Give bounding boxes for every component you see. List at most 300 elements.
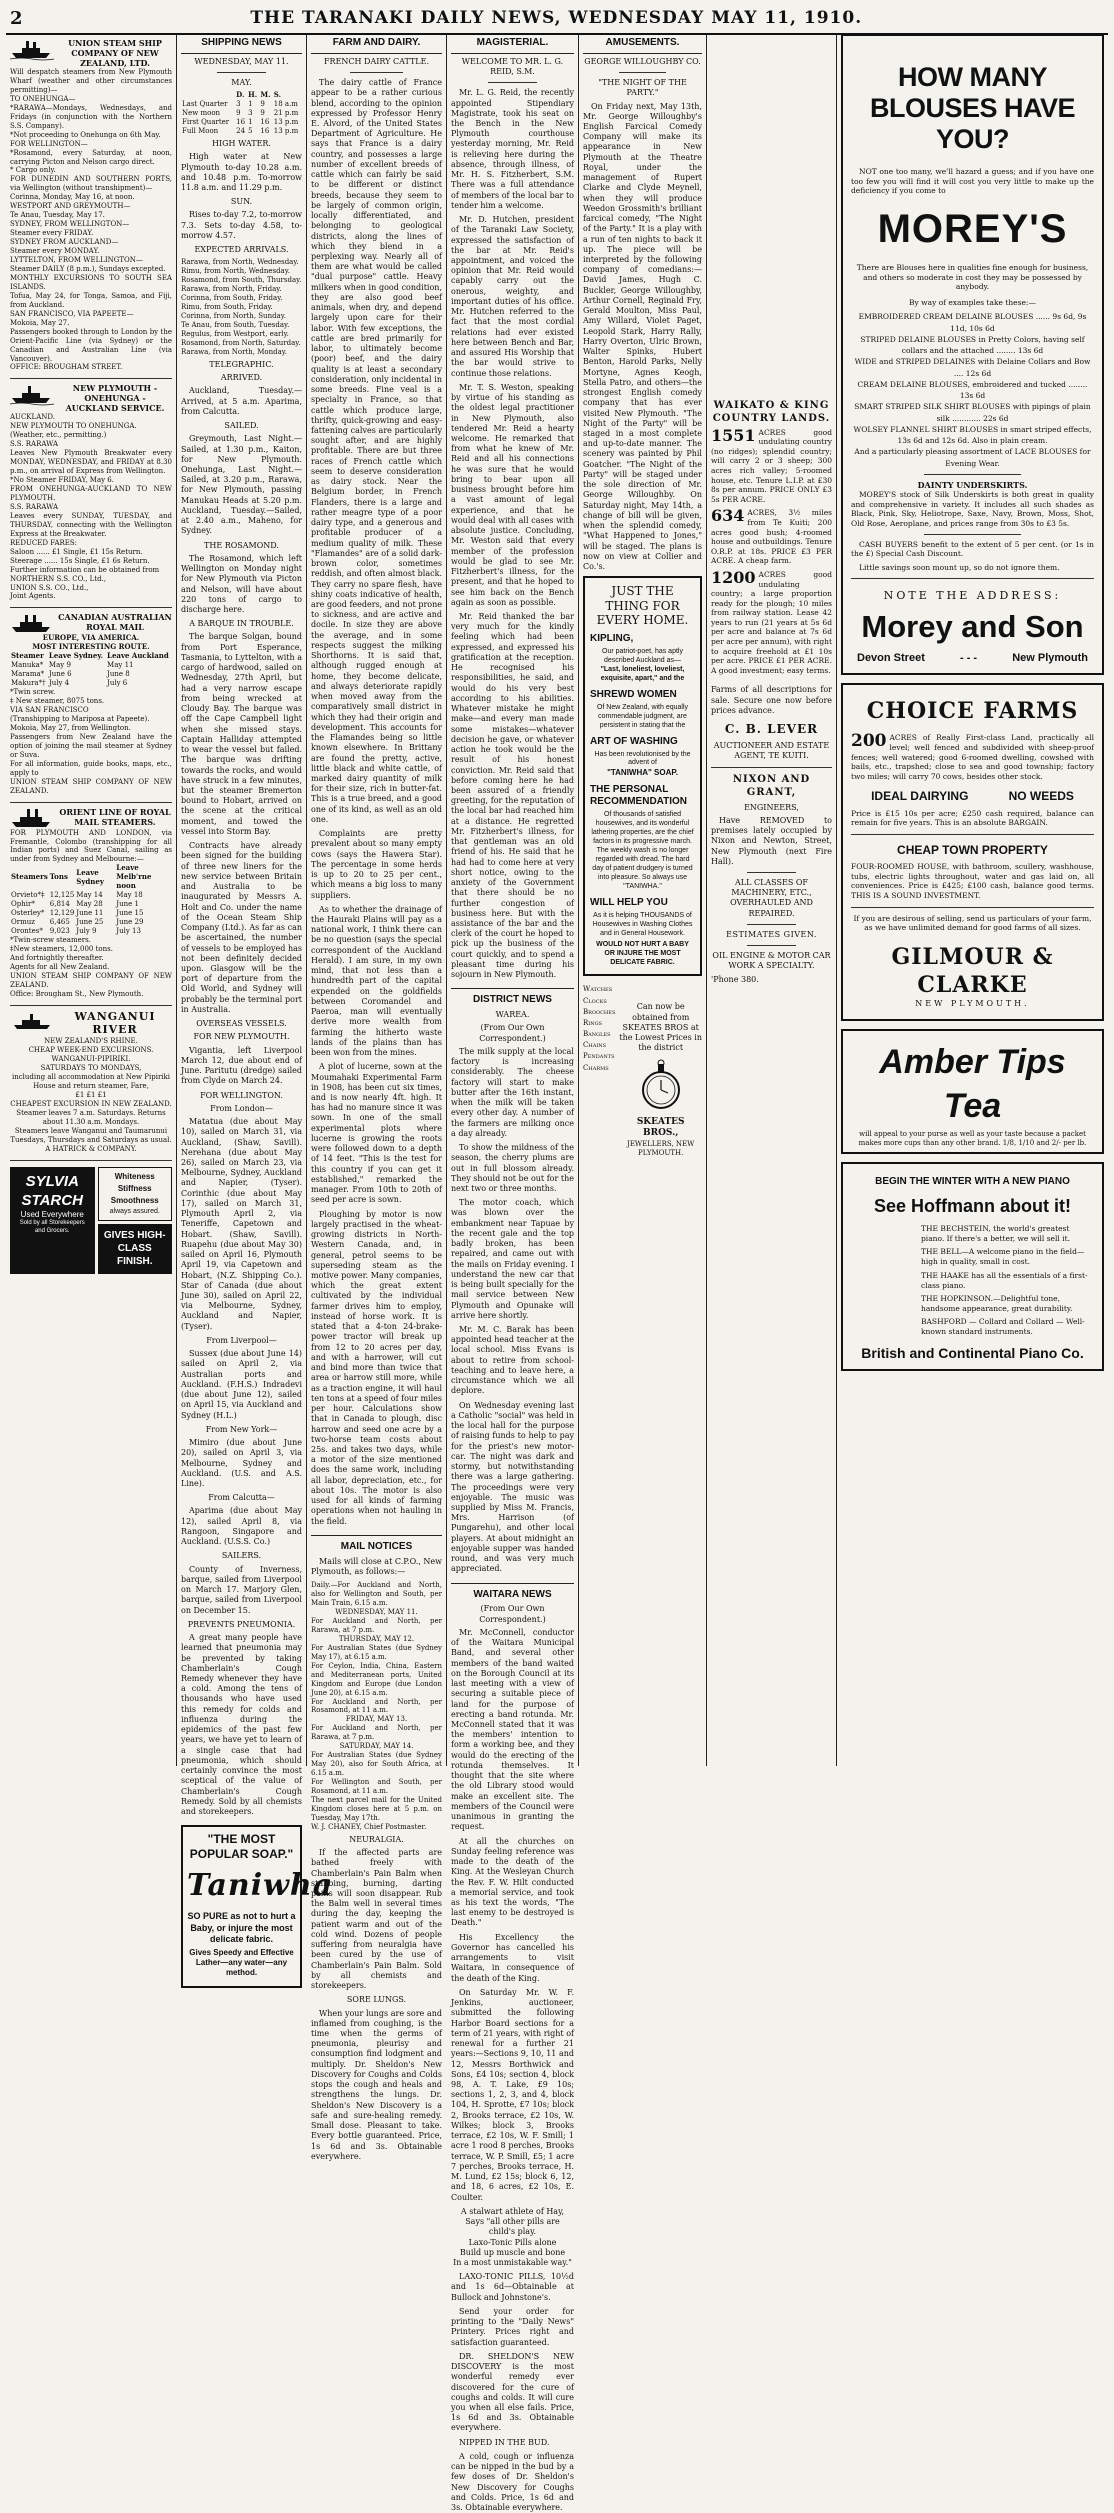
table-row bbox=[10, 670, 172, 679]
table-row bbox=[10, 900, 172, 909]
table-row bbox=[181, 109, 302, 118]
waitara-news-header: WAITARA NEWS bbox=[451, 1583, 574, 1602]
contracts-text: Contracts have already been signed for the building of three new liners for the new service between Britain and Australia to be inaugurated by Messrs A. Holt and Co. under the name of the Ocean Steam Ship Company (Ltd.). As far as can be ascertained, the number of vessels to be employed has not been definitely decided upon. Glasgow will be the port of departure from the Old World, and Sydney will probably be the terminal port in Australia. bbox=[181, 841, 302, 1014]
table-cell: Orvieto*‡ bbox=[11, 891, 45, 900]
skeates-item: Charms bbox=[583, 1063, 609, 1072]
orient-line-ad bbox=[10, 803, 172, 1006]
listing-text: ACRES, 3½ miles from Te Kuiti; 200 acres good bush; 4-roomed house and outbuildings. Tenure O.R.P. at 18s. PRICE £3 PER ACRE. A cheap farm. bbox=[711, 508, 832, 566]
for-wellington-heading: FOR WELLINGTON. bbox=[200, 1090, 283, 1100]
mail-line: For Wellington and South, per Rosamond, at 11 a.m. bbox=[311, 1778, 442, 1796]
amusements-column bbox=[579, 34, 707, 1766]
table-header: Tons bbox=[49, 872, 68, 882]
listing-text: ACRES good undulating country (no ridges); splendid country; will carry 2 or 3 sheep; 300 acres rich valley; 5-roomed house, etc. Tenure L.I.P. at £30 8s per annum. PRICE ONLY £3 5s PER ACRE. bbox=[711, 427, 832, 504]
orient-note: And fortnightly thereafter. bbox=[10, 953, 104, 962]
sun-heading: SUN. bbox=[230, 197, 253, 207]
table-cell: 18 a.m bbox=[273, 100, 298, 109]
onehunga-service-lines bbox=[10, 413, 172, 601]
waikato-listing bbox=[711, 508, 832, 566]
art-of-washing-heading: ART OF WASHING bbox=[590, 735, 678, 747]
kipling-heading: KIPLING, bbox=[590, 633, 634, 645]
table-cell: 9 bbox=[260, 100, 265, 109]
union-line: Steamer DAILY (8 p.m.), Sundays excepted. bbox=[10, 264, 166, 273]
expected-arrival: Te Anau, from South, Tuesday. bbox=[181, 321, 290, 330]
price-line: STRIPED DELAINE BLOUSES in Pretty Colors, having self collars and the attached ........ 13s 6d bbox=[860, 334, 1085, 356]
table-row bbox=[181, 100, 302, 109]
union-ss-lines bbox=[10, 68, 172, 372]
union-line: *Not proceeding to Onehunga on 6th May. bbox=[10, 130, 161, 139]
table-cell: 24 bbox=[236, 127, 246, 136]
canadian-note: For all information, guide books, maps, etc., apply to bbox=[10, 759, 172, 777]
table-cell: 5 bbox=[248, 127, 253, 136]
steamship-icon bbox=[10, 38, 54, 60]
table-cell: June 11 bbox=[76, 909, 104, 918]
union-line: FOR DUNEDIN AND SOUTHERN PORTS, via Wellington (without transhipment)— bbox=[10, 175, 172, 193]
price-line: WOLSEY FLANNEL SHIRT BLOUSES in smart striped effects, 13s 6d and 12s 6d. Also in plain cream. bbox=[853, 424, 1092, 446]
canadian-line: MOST INTERESTING ROUTE. bbox=[32, 642, 150, 652]
mail-intro: Mails will close at C.P.O., New Plymouth, as follows:— bbox=[311, 1556, 442, 1576]
table-cell: Manuka* bbox=[11, 661, 44, 670]
shipping-date: WEDNESDAY, MAY 11. bbox=[194, 56, 289, 66]
wanganui-line: £1 £1 £1 bbox=[75, 1090, 107, 1099]
table-cell: 12,129 bbox=[49, 909, 75, 918]
table-cell: 16 bbox=[260, 127, 270, 136]
table-cell: Ophir* bbox=[11, 900, 35, 909]
newspaper-title: THE TARANAKI DAILY NEWS, WEDNESDAY MAY 11, 1910. bbox=[250, 8, 863, 29]
table-cell: June 1 bbox=[116, 900, 139, 909]
table-header: Steamers bbox=[11, 872, 48, 882]
own-correspondent-2: (From Our Own Correspondent.) bbox=[479, 1604, 546, 1624]
taniwha-lather: Gives Speedy and Effective Lather—any water—any method. bbox=[189, 1947, 294, 1978]
table-cell: May 18 bbox=[116, 891, 143, 900]
moon-phase-table bbox=[181, 91, 302, 136]
article-paragraph: Mr. Reid thanked the bar very much for the kindly feeling which had been expressed, and expressed his gratification at the reception. He recognised his responsibilities, he said, and would do his very best according to his abilities. Whatever mistake he might make—and every man made some mistakes—whatever decision he gave, or whatever action he took would be the result of his honest conviction. Mr. Reid said that before coming here he had been assured of a friendly greeting, for the reputation of the local bar had reached him at a distance. He regretted Mr. Fitzherbert's illness, for that gentleman was an old friend of his. He said that he had had to come here at very short notice, owing to the anxiety of the Government that there should be no further congestion of business here. But with the assistance of the bar and the clerk of the court he hoped to pick up the business of the court quickly, and to spend a pleasant time during his sojourn in New Plymouth. bbox=[451, 611, 574, 980]
table-row bbox=[10, 918, 172, 927]
waikato-end: Farms of all descriptions for sale. Secure one now before prices advance. bbox=[711, 685, 832, 715]
from-new-york-heading: From New York— bbox=[205, 1424, 278, 1434]
kipling-ad-title: JUST THE THING FOR EVERY HOME. bbox=[596, 584, 689, 628]
magisterial-paragraphs bbox=[451, 88, 574, 980]
canadian-mail-ad bbox=[10, 608, 172, 802]
table-cell: 12,125 bbox=[49, 891, 75, 900]
no-weeds: NO WEEDS bbox=[1008, 789, 1074, 804]
telegraphic-heading: TELEGRAPHIC. bbox=[209, 359, 274, 369]
expected-arrival: Rimu, from North, Wednesday. bbox=[181, 267, 290, 276]
table-row bbox=[10, 661, 172, 670]
for-new-plymouth-heading: FOR NEW PLYMOUTH. bbox=[193, 1032, 290, 1042]
nixon-estimates: ESTIMATES GIVEN. bbox=[726, 929, 817, 939]
table-cell: Osterley* bbox=[11, 909, 45, 918]
taniwha-quote: "THE MOST POPULAR SOAP." bbox=[189, 1832, 294, 1861]
mail-line: For Auckland and North, per Rarawa, at 7 p.m. bbox=[311, 1616, 442, 1634]
shipping-ads-column bbox=[6, 34, 177, 1766]
barque-heading: A BARQUE IN TROUBLE. bbox=[189, 619, 294, 629]
article-paragraph: Mr. McConnell, conductor of the Waitara Municipal Band, and several other members of the band waited on the Borough Council at its last meeting with a view of securing a suitable piece of land for the purpose of erecting a band rotunda. Mr. McConnell stated that it was the members' intention to form a working bee, and they would do the erecting of the rotunda themselves. It thought that the site where the old Library stood would make an excellent site. The members of the Council were unanimous in granting the request. bbox=[451, 1627, 574, 1832]
choice-acres-number: 200 bbox=[851, 731, 887, 752]
canadian-schedule-table bbox=[10, 652, 172, 688]
skeates-item: Rings bbox=[583, 1018, 603, 1027]
union-ss-name: UNION STEAM SHIP COMPANY OF NEW ZEALAND, LTD. bbox=[68, 38, 162, 68]
table-cell: Last Quarter bbox=[182, 100, 228, 109]
union-line: * Cargo only. bbox=[10, 166, 56, 175]
skeates-item-list bbox=[583, 984, 615, 1157]
union-line: Passengers booked through to London by the Orient-Pacific Line (via Sydney) or the Canadian and Australian Line (via Vancouver). bbox=[10, 327, 172, 363]
sore-lungs-heading: SORE LUNGS. bbox=[346, 1995, 407, 2005]
article-paragraph: The motor coach, which was blown over the embankment near Tapuae by the recent gale and the top badly broken, has been repaired, and came out with the mails on Friday evening. I understand the new car that is being built specially for the mail service between New Plymouth and Opunake will arrive here shortly. bbox=[451, 1198, 574, 1320]
new-plymouth: New Plymouth bbox=[1012, 652, 1088, 665]
orient-note: UNION STEAM SHIP COMPANY OF NEW ZEALAND. bbox=[10, 971, 172, 989]
sylvia-starch-ad bbox=[10, 1167, 172, 1275]
piano-brand: THE HAAKE has all the essentials of a first-class piano. bbox=[921, 1270, 1088, 1290]
amusements-paragraphs bbox=[583, 102, 702, 573]
lever-sub: AUCTIONEER AND ESTATE AGENT, TE KUITI. bbox=[713, 740, 830, 760]
shrewd-text: Of New Zealand, with equally commendable judgment, are persistent in stating that the bbox=[596, 703, 689, 729]
morey-text: There are Blouses here in qualities fine enough for business, and others so moderate in cost they may be possessed by anybody. bbox=[856, 263, 1089, 292]
expected-arrivals-heading: EXPECTED ARRIVALS. bbox=[194, 245, 289, 255]
note-address: NOTE THE ADDRESS: bbox=[883, 589, 1062, 603]
magisterial-subhead: WELCOME TO MR. L. G. REID, S.M. bbox=[461, 56, 564, 77]
mail-line: THURSDAY, MAY 12. bbox=[338, 1634, 415, 1643]
mail-line: W. J. CHANEY, Chief Postmaster. bbox=[311, 1822, 427, 1831]
district-news-header: DISTRICT NEWS bbox=[451, 988, 574, 1007]
table-cell: May 9 bbox=[48, 661, 71, 670]
taniwha-soap-line: "TANIWHA" SOAP. bbox=[607, 768, 678, 778]
piano-brand: THE BELL—A welcome piano in the field—high in quality, small in cost. bbox=[921, 1247, 1085, 1267]
page-number: 2 bbox=[10, 8, 23, 30]
neuralgia-heading: NEURALGIA. bbox=[349, 1834, 404, 1844]
farm-dairy-column bbox=[307, 34, 447, 2161]
arrived-heading: ARRIVED. bbox=[220, 373, 263, 383]
orient-line-lines bbox=[10, 829, 172, 865]
steamship-icon bbox=[10, 383, 54, 405]
acreage-number: 1551 bbox=[711, 425, 756, 445]
mail-line: WEDNESDAY, MAY 11. bbox=[335, 1607, 418, 1616]
piano-heading: BEGIN THE WINTER WITH A NEW PIANO bbox=[875, 1176, 1070, 1188]
union-line: SAN FRANCISCO, VIA PAPEETE— bbox=[10, 309, 134, 318]
piano-brand: THE HOPKINSON.—Delightful tone, handsome appearance, great durability. bbox=[921, 1293, 1073, 1313]
table-cell: June 15 bbox=[116, 909, 144, 918]
skeates-item: Brooches bbox=[583, 1007, 616, 1016]
onehunga-line: Further information can be obtained from bbox=[10, 565, 160, 574]
expected-arrival: Rimu, from South, Friday. bbox=[181, 303, 273, 312]
table-cell: 9 bbox=[260, 109, 265, 118]
table-cell: 21 p.m bbox=[273, 109, 299, 118]
choice-farm-text: ACRES of Really First-class Land, practically all level; well fenced and subdivided with sheep-proof fences; well watered; good 6-roomed dwelling, cowshed with bails, etc., trapshed; close to sea and good township; factory two miles; will carry 70 cows, besides other stock. bbox=[851, 733, 1094, 781]
nixon-phone: 'Phone 380. bbox=[711, 974, 759, 984]
table-cell: 16 bbox=[260, 118, 270, 127]
gilmour-clarke-ad bbox=[841, 683, 1104, 1021]
wanganui-river-ad bbox=[10, 1006, 172, 1161]
see-hoffmann: See Hoffmann about it! bbox=[874, 1196, 1071, 1217]
kipling-text: Our patriot-poet, has aptly described Auckland as— bbox=[602, 648, 683, 665]
farm-dairy-header: FARM AND DAIRY. bbox=[311, 34, 442, 54]
masthead bbox=[6, 4, 1108, 35]
devon-street: Devon Street bbox=[857, 652, 925, 665]
table-header: Steamer bbox=[11, 651, 44, 661]
union-line: SYDNEY, FROM WELLINGTON— bbox=[10, 220, 130, 229]
gilmour-clarke-town: NEW PLYMOUTH. bbox=[915, 999, 1030, 1009]
skeates-item: Bangles bbox=[583, 1030, 611, 1039]
orient-line-notes bbox=[10, 936, 172, 999]
skeates-item: Clocks bbox=[583, 996, 607, 1005]
underskirts-heading: DAINTY UNDERSKIRTS. bbox=[917, 479, 1028, 490]
will-help-text-2: WOULD NOT HURT A BABY OR INJURE THE MOST DELICATE FABRIC. bbox=[596, 941, 689, 967]
skeates-item: Pendants bbox=[583, 1052, 615, 1061]
expected-arrival: Rarawa, from North, Monday. bbox=[181, 347, 288, 356]
table-cell: 3 bbox=[236, 100, 241, 109]
article-paragraph: The milk supply at the local factory is increasing considerably. The cheese factory will start to make butter after the 16th instant, when the milk will be taken every other day. A number of the farmers are milking once a day already. bbox=[451, 1046, 574, 1138]
sun-text: Rises to-day 7.2, to-morrow 7.3. Sets to-day 4.58, to-morrow 4.57. bbox=[181, 210, 302, 240]
amusements-subhead: GEORGE WILLOUGHBY CO. bbox=[584, 56, 701, 66]
table-cell: May 14 bbox=[76, 891, 103, 900]
magisterial-header: MAGISTERIAL. bbox=[451, 34, 574, 54]
table-row bbox=[181, 127, 302, 136]
wanganui-line: Steamers leave Wanganui and Taumarunui Tuesdays, Thursdays and Saturdays as usual. bbox=[10, 1126, 172, 1144]
union-line: Steamer every FRIDAY. bbox=[10, 229, 94, 238]
article-paragraph: On Wednesday evening last a Catholic "social" was held in the local hall for the purpose of raising funds to help to pay for the priest's new motor-car. The night was dark and stormy, but notwithstanding there was a large gathering. The proceedings were very enjoyable. The music was supplied by Miss M. Francis, Mrs. Harrison (of Pungarehu), and other local players. At about midnight an enjoyable supper was handed round, and was very much appreciated. bbox=[451, 1400, 574, 1574]
quality-stiffness: Stiffness bbox=[117, 1183, 152, 1193]
from-london-text: Matatua (due about May 10), sailed on March 31, via Auckland, (Shaw, Savill). Nerehana (due about May 26), sailed on March 23, via Melbourne, Sydney, Auckland and Napier, (Tyser). Corinthic (due about May 17), sailed on March 31, Plymouth April 2, via Teneriffe, Capetown and Hobart. (Shaw, Savill). Ruapehu (due about May 30) sailed on April 16, Plymouth April 19, via Capetown and Hobart, (N.Z. Shipping Co.). Star of Canada (due about June 30), sailed on April 22, via Melbourne, Sydney, Auckland and Napier, (Tyser). bbox=[181, 1117, 302, 1331]
sylvia-sold: Sold by all Storekeepers and Grocers. bbox=[19, 1220, 85, 1234]
choice-farm-listing bbox=[851, 733, 1094, 781]
ideal-dairying: IDEAL DAIRYING bbox=[871, 789, 969, 804]
table-cell: June 29 bbox=[116, 918, 144, 927]
morey-and-son: Morey and Son bbox=[861, 609, 1084, 645]
price-line: CREAM DELAINE BLOUSES, embroidered and tucked ........ 13s 6d bbox=[857, 379, 1088, 401]
article-paragraph: Mr. D. Hutchen, president of the Taranaki Law Society, expressed the satisfaction of the bar at Mr. Reid's appointment, and voiced the opinion that Mr. Reid would capably carry out the onerous, weighty, and important duties of his office. Mr. Hutchen referred to the fact that the most cordial relations had ever existed here between Bench and Bar, and assured His Worship that the bar would strive to continue those relations. bbox=[451, 215, 574, 378]
waikato-listings bbox=[711, 425, 832, 680]
sylvia-qualities bbox=[98, 1167, 173, 1222]
union-line: SYDNEY FROM AUCKLAND— bbox=[10, 238, 119, 247]
union-line: Will despatch steamers from New Plymouth Wharf (weather and other circumstances permitting)— bbox=[10, 68, 172, 94]
table-cell: 3 bbox=[248, 109, 253, 118]
warea-heading: WAREA. bbox=[495, 1010, 530, 1020]
canadian-mail-notes bbox=[10, 688, 172, 795]
table-cell: June 8 bbox=[107, 670, 130, 679]
skeates-bros-ad bbox=[583, 984, 702, 1157]
table-cell: July 13 bbox=[116, 927, 141, 936]
display-ads-column bbox=[837, 34, 1108, 1766]
table-header: M. bbox=[260, 90, 271, 100]
farm-dairy-subhead: FRENCH DAIRY CATTLE. bbox=[324, 56, 429, 66]
table-cell: 13 p.m bbox=[273, 118, 299, 127]
district-paragraphs bbox=[451, 1047, 574, 1575]
onehunga-line: Leaves every SUNDAY, TUESDAY, and THURSDAY, connecting with the Wellington Express at the Breakwater. bbox=[10, 511, 172, 538]
union-line: Steamer every MONDAY. bbox=[10, 247, 100, 256]
moreys-logo: MOREY'S bbox=[877, 206, 1068, 251]
morey-blouses-ad bbox=[841, 34, 1104, 675]
orient-line: FOR PLYMOUTH AND LONDON, via Fremantle, Colombo (transhipping for all Indian ports) and Suez Canal, sailing as under from Sydney and Melbourne:— bbox=[10, 828, 172, 864]
price-line: And a particularly pleasing assortment of LACE BLOUSES for Evening Wear. bbox=[854, 447, 1091, 468]
quality-whiteness: Whiteness bbox=[114, 1171, 155, 1181]
high-water-text: High water at New Plymouth to-day 10.28 a.m. and 10.48 p.m. To-morrow 11.8 a.m. and 11.29 p.m. bbox=[181, 152, 302, 192]
onehunga-line: *No Steamer FRIDAY, May 6. bbox=[10, 476, 114, 485]
canadian-note: (Transhipping to Mariposa at Papeete). bbox=[10, 715, 150, 723]
canadian-line: EUROPE, VIA AMERICA. bbox=[42, 633, 140, 643]
price-line: EMBROIDERED CREAM DELAINE BLOUSES ...... 9s 6d, 9s 11d, 10s 6d bbox=[858, 312, 1087, 333]
hoffmann-piano-ad bbox=[841, 1162, 1104, 1371]
mail-line: For Australian States (due Sydney May 20), also for South Africa, at 6.15 a.m. bbox=[311, 1751, 442, 1778]
article-paragraph: NIPPED IN THE BUD. bbox=[459, 2437, 550, 2447]
personal-rec-heading: THE PERSONAL RECOMMENDATION bbox=[590, 783, 688, 808]
expected-arrival: Corinna, from North, Sunday. bbox=[181, 312, 286, 321]
union-line: WESTPORT AND GREYMOUTH— bbox=[10, 202, 131, 211]
cheap-town-heading: CHEAP TOWN PROPERTY bbox=[897, 842, 1048, 857]
onehunga-line: UNION S.S. CO., Ltd., bbox=[10, 583, 89, 592]
piano-brand: BASHFORD — Collard and Collard — Well-known standard instruments. bbox=[921, 1317, 1085, 1337]
mail-line: For Auckland and North, per Rarawa, at 7 p.m. bbox=[311, 1724, 442, 1742]
article-paragraph: Complaints are pretty prevalent about so many empty cows (says the Hawera Star). The percentage in some herds is up to 20 to 25 per cent., which means a big loss to many suppliers. bbox=[311, 829, 442, 900]
from-calcutta-heading: From Calcutta— bbox=[208, 1493, 275, 1503]
onehunga-line: REDUCED FARES: bbox=[10, 538, 78, 547]
canadian-note: UNION STEAM SHIP COMPANY OF NEW ZEALAND. bbox=[10, 777, 172, 795]
orient-note: ‡New steamers, 12,000 tons. bbox=[10, 944, 113, 953]
gilmour-clarke-name: GILMOUR & CLARKE bbox=[891, 943, 1054, 998]
mail-line: The next parcel mail for the United Kingdom closes here at 5 p.m. on Tuesday, May 17th. bbox=[311, 1795, 442, 1822]
sylvia-used: Used Everywhere bbox=[20, 1209, 84, 1219]
expected-arrivals-list bbox=[181, 258, 302, 356]
mail-line: FRIDAY, MAY 13. bbox=[345, 1715, 408, 1724]
table-cell: 1 bbox=[248, 100, 253, 109]
address-dashes: - - - bbox=[959, 652, 978, 665]
amusements-header: AMUSEMENTS. bbox=[583, 34, 702, 54]
article-paragraph: Mr. L. G. Reid, the recently appointed Stipendiary Magistrate, took his seat on the Bench in the New Plymouth courthouse yesterday morning, Mr. Reid is relieving here during the absence, through illness, of Mr. H. S. Fitzherbert, S.M. There was a full attendance of members of the local bar to tender him a welcome. bbox=[451, 88, 574, 210]
art-text: Has been revolutionised by the advent of bbox=[594, 750, 691, 767]
desirous-text: If you are desirous of selling, send us particulars of your farm, as we have unlimited demand for good farms of all sizes. bbox=[853, 913, 1092, 933]
ideal-dairying-heading bbox=[851, 789, 1094, 804]
neuralgia-text: If the affected parts are bathed freely with Chamberlain's Pain Balm when stabbing, burning, darting pains will soon disappear. Rub the Balm well in several times during the day, keeping the patient warm and out of the cold wind. Dozens of people suffering from neuralgia have been cured by the use of Chamberlain's Pain Balm. Sold by all chemists and storekeepers. bbox=[311, 1848, 442, 1991]
choice-farms-heading: CHOICE FARMS bbox=[866, 698, 1079, 725]
article-paragraph: At all the churches on Sunday feeling reference was made to the death of the King. At the Wesleyan Church the Rev. F. W. Hilt conducted a memorial service, and took as his text the words, "The last enemy to be destroyed is Death." bbox=[451, 1836, 574, 1928]
table-row bbox=[10, 927, 172, 936]
orient-note: *Twin-screw steamers. bbox=[10, 936, 91, 945]
union-line: Te Anau, Tuesday, May 17. bbox=[10, 211, 105, 220]
amber-tips-logo: Amber Tips Tea bbox=[879, 1043, 1066, 1125]
personal-rec-text: Of thousands of satisfied housewives, and its wonderful lathering properties, are the chief factors in its progressive march. The weekly wash is no longer regarded with dread. The hard day of patient drudgery is turned into pleasure. So always use "TANIWHA." bbox=[591, 811, 694, 890]
rosamond-heading: THE ROSAMOND. bbox=[204, 540, 279, 550]
union-ss-ad bbox=[10, 34, 172, 379]
table-cell: 13 p.m bbox=[273, 127, 299, 136]
canadian-note: ‡ New steamer, 8075 tons. bbox=[10, 697, 105, 706]
sylvia-starch-logo bbox=[10, 1167, 95, 1275]
high-water-heading: HIGH WATER. bbox=[212, 139, 271, 149]
onehunga-service-name: NEW PLYMOUTH - ONEHUNGA - AUCKLAND SERVICE. bbox=[65, 383, 165, 414]
onehunga-line: FROM ONEHUNGA-AUCKLAND TO NEW PLYMOUTH. bbox=[10, 485, 172, 502]
expected-arrival: Rosamond, from South, Thursday. bbox=[181, 276, 302, 285]
nixon-heading: NIXON AND GRANT, bbox=[732, 773, 811, 798]
expected-arrival: Rarawa, from North, Friday. bbox=[181, 285, 282, 294]
skeates-item: Watches bbox=[583, 985, 613, 994]
orient-schedule-table bbox=[10, 864, 172, 936]
table-header bbox=[181, 91, 235, 100]
rosamond-text: The Rosamond, which left Wellington on Monday night for New Plymouth via Picton and Nelson, will have about 220 tons of cargo to discharge here. bbox=[181, 553, 302, 615]
table-header: H. bbox=[248, 90, 258, 100]
union-line: Mokoia, May 27. bbox=[10, 318, 70, 327]
union-line: FOR WELLINGTON— bbox=[10, 139, 88, 148]
article-paragraph: On Saturday Mr. W. F. Jenkins, auctioneer, submitted the following Harbor Board sections for a term of 21 years, with right of renewal for a further 21 years:—Sections 9, 10, 11 and 12, Messrs Borthwick and Sons, £4 10s; section 4, block 98, A. T. Lake, £9 10s; sections 1, 2, 3, and 4, block 104, H. Sprotte, £7 10s; block 2, Brooks terrace, £2 10s, W. Wilkes; block 3, Brooks terrace, £2 10s, W. F. Smill; 1 acre 1 rood 8 perches, Brooks terrace, W. P. Smill, £5; 1 acre 7 perches, Brooks terrace, H. M. Lund, £2 15s; block 6, 12, and 18, 6 acres, £2 10s, E. Coulter. bbox=[451, 1987, 574, 2202]
onehunga-line: Saloon ...... £1 Single, £1 15s Return. bbox=[10, 547, 143, 556]
from-calcutta-text: Aparima (due about May 12), sailed April 8, via Rangoon, Singapore and Auckland. (U.S.S. Co.) bbox=[181, 1506, 302, 1547]
article-paragraph: Mr. M. C. Barak has been appointed head teacher at the local school. Miss Evans is about to retire from school-teaching and to leave here, a circumstance which we all deplore. bbox=[451, 1325, 574, 1396]
table-cell: Orontes* bbox=[11, 927, 43, 936]
waikato-listing bbox=[711, 567, 832, 676]
wanganui-line: Steamer leaves 7 a.m. Saturdays. Returns about 11.30 a.m. Mondays. bbox=[16, 1108, 166, 1126]
cheap-town-text: FOUR-ROOMED HOUSE, with bathroom, scullery, washhouse, tubs, electric lights throughout, water and gas laid on, all conveniences. Price is £425; £100 cash, balance good terms. THIS IS A SOUND INVESTMENT. bbox=[851, 862, 1094, 901]
onehunga-line: Steerage ...... 15s Single, £1 6s Return. bbox=[10, 556, 150, 565]
skeates-sub: JEWELLERS, NEW PLYMOUTH. bbox=[627, 1139, 695, 1157]
sailers-text: County of Inverness, barque, sailed from Liverpool on March 17. Marjory Glen, barque, sailed from Liverpool on December 15. bbox=[181, 1564, 302, 1615]
quality-assured: always assured. bbox=[109, 1207, 160, 1215]
wanganui-river-lines bbox=[10, 1037, 172, 1153]
mail-line: For Australian States (due Sydney May 17), at 6.15 a.m. bbox=[311, 1643, 442, 1661]
taniwha-logo: Taniwha bbox=[187, 1868, 334, 1904]
night-of-party-title: "THE NIGHT OF THE PARTY." bbox=[598, 78, 687, 98]
table-header: Leave Melb'rne noon bbox=[116, 863, 152, 891]
arrived-text: Auckland, Tuesday.—Arrived, at 5 a.m. Aparima, from Calcutta. bbox=[181, 386, 302, 416]
quality-smoothness: Smoothness bbox=[110, 1195, 159, 1205]
wanganui-line: SATURDAYS TO MONDAYS, bbox=[40, 1064, 142, 1073]
orient-note: Agents for all New Zealand. bbox=[10, 962, 110, 971]
table-cell: 9 bbox=[236, 109, 241, 118]
riverboat-icon bbox=[10, 1010, 54, 1032]
sailers-heading: SAILERS. bbox=[221, 1551, 262, 1561]
union-line: Corinna, Monday, May 16, at noon. bbox=[10, 193, 135, 202]
pneumonia-text: A great many people have learned that pneumonia may be prevented by taking Chamberlain's Cough Remedy whenever they have a cold. Among the tens of thousands who have used this remedy for colds and influenza during the epidemics of the past few years, we have yet to learn of a single case that had pneumonia, which should certainly convince the most sceptical of the value of Chamberlain's Cough Remedy. Sold by all chemists and storekeepers. bbox=[181, 1633, 302, 1817]
expected-arrival: Regulus, from Westport, early. bbox=[181, 330, 289, 338]
nixon-sub: ENGINEERS, bbox=[744, 802, 799, 812]
nixon-specialty: OIL ENGINE & MOTOR CAR WORK A SPECIALTY. bbox=[712, 951, 831, 971]
acreage-number: 1200 bbox=[711, 567, 756, 587]
table-cell: June 6 bbox=[48, 670, 72, 679]
union-line: TO ONEHUNGA— bbox=[10, 94, 76, 103]
wanganui-line: A HATRICK & COMPANY. bbox=[45, 1144, 137, 1153]
mail-notices-header: MAIL NOTICES bbox=[311, 1535, 442, 1554]
onehunga-line: NORTHERN S.S. CO., Ltd., bbox=[10, 574, 107, 583]
blouse-price-list bbox=[851, 311, 1094, 469]
table-cell: July 4 bbox=[48, 679, 70, 688]
article-paragraph: Ploughing by motor is now largely practised in the wheat-growing districts in North-Western Canada, and, in general, petrol seems to be superseding steam as the motive power. Many companies, which the great extent cultivated by the individual farmer drives him to employ, instead of horse work. It is stated that a 4-ton 24-brake-power tractor will break up from 12 to 20 acres per day, and with a harrower, will cut and bind more than twice that area or harrow still more, while as a traction engine, it will haul ten tons at a speed of four miles per hour. Calculations show that in Canada to plough, disc harrow and seed one acre by a two-horse team costs about 25s. and takes two days, while a motor of the size mentioned does the same work, including all labor, depreciation, etc., for about 10s. The motor is also used for all kinds of farming operations when not hauling in the field. bbox=[311, 1209, 442, 1526]
onehunga-line: S.S. RARAWA bbox=[10, 440, 59, 449]
sailed-heading: SAILED. bbox=[224, 421, 259, 431]
union-line: LYTTELTON, FROM WELLINGTON— bbox=[10, 256, 143, 265]
taniwha-kipling-ad bbox=[583, 576, 702, 976]
article-paragraph: His Excellency the Governor has cancelled his arrangements to visit Waitara, in consequence of the death of the King. bbox=[451, 1932, 574, 1983]
onehunga-service-ad bbox=[10, 379, 172, 608]
mail-line: SATURDAY, MAY 14. bbox=[339, 1742, 414, 1751]
sailed-text: Greymouth, Last Night.—Sailed, at 1.30 p.m., Kaiton, for New Plymouth. Onehunga, Last Night.—Sailed, at 3.20 p.m., Rarawa, for New Plymouth, passing Manukau Heads at 5.20 p.m. Auckland, Tuesday.—Sailed, at 2.40 a.m., Maheno, for Sydney. bbox=[181, 434, 302, 536]
savings-text: Little savings soon mount up, so do not ignore them. bbox=[859, 562, 1060, 572]
canadian-mail-lines bbox=[10, 634, 172, 652]
table-header: D. bbox=[236, 90, 245, 100]
wanganui-line: CHEAP WEEK-END EXCURSIONS. bbox=[28, 1046, 154, 1055]
table-row bbox=[10, 891, 172, 900]
overseas-heading: OVERSEAS VESSELS. bbox=[196, 1019, 287, 1029]
farm-dairy-paragraphs bbox=[311, 78, 442, 1527]
own-correspondent: (From Our Own Correspondent.) bbox=[479, 1023, 546, 1043]
ideal-dairying-text: Price is £15 10s per acre; £250 cash required, balance can remain for five years. This is an absolute BARGAIN. bbox=[851, 808, 1094, 828]
amber-tips-text: will appeal to your purse as well as your taste because a packet makes more cups than any other brand. 1/8, 1/10 and 2/- per lb. bbox=[858, 1130, 1087, 1148]
onehunga-line: (Weather, etc., permitting.) bbox=[10, 431, 107, 440]
will-help-text: As it is helping THOUSANDS of Housewives in Washing Clothes and in General Housework. bbox=[592, 911, 693, 937]
taniwha-soap-ad bbox=[181, 1825, 334, 1987]
steamship-icon bbox=[10, 807, 54, 829]
magisterial-column bbox=[447, 34, 579, 2513]
onehunga-line: Joint Agents. bbox=[10, 592, 56, 601]
waikato-listing bbox=[711, 425, 832, 505]
article-paragraph: As to whether the drainage of the Hauraki Plains will pay as a national work, I think there can be no question (says the special correspondent of the Auckland Herald). I am sure, in my own mind, that not less than a hundredth part of the capital expended on the goldfields between Coromandel and Paeroa, man will eventually derive more wealth from farming the hitherto waste lands of the plains than has been won from the mines. bbox=[311, 904, 442, 1058]
table-cell: June 25 bbox=[76, 918, 104, 927]
table-cell: 9,023 bbox=[49, 927, 70, 936]
table-cell: May 28 bbox=[76, 900, 103, 909]
